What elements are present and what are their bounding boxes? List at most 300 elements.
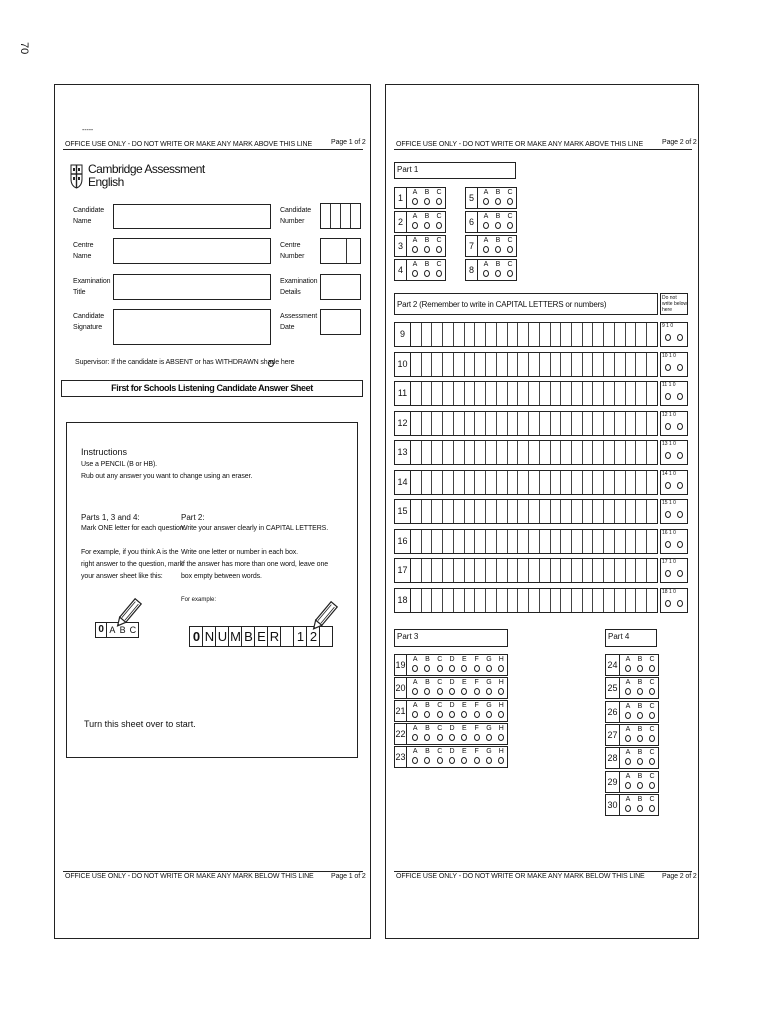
letter-box[interactable] (561, 441, 572, 464)
letter-box[interactable] (551, 353, 562, 376)
letter-box[interactable] (626, 323, 637, 346)
letter-box[interactable] (411, 412, 422, 435)
answer-bubble[interactable] (507, 198, 513, 205)
answer-bubble[interactable] (483, 222, 489, 229)
letter-box[interactable] (593, 323, 604, 346)
letter-box[interactable] (443, 589, 454, 612)
letter-box[interactable] (432, 471, 443, 494)
answer-option[interactable] (433, 189, 445, 205)
letter-box[interactable] (615, 353, 626, 376)
answer-option[interactable] (495, 748, 507, 764)
answer-option[interactable] (504, 237, 516, 253)
letter-box[interactable] (593, 353, 604, 376)
candidate-number-field[interactable] (320, 203, 361, 229)
answer-bubble[interactable] (461, 688, 467, 695)
letter-box[interactable] (551, 530, 562, 553)
letter-box[interactable] (529, 323, 540, 346)
letter-box[interactable] (540, 471, 551, 494)
letter-box[interactable] (411, 530, 422, 553)
answer-bubble[interactable] (649, 758, 655, 765)
answer-bubble[interactable] (486, 665, 492, 672)
letter-box[interactable] (626, 353, 637, 376)
answer-option[interactable] (646, 703, 658, 719)
answer-bubble[interactable] (412, 198, 418, 205)
letter-box[interactable] (497, 559, 508, 582)
letter-box[interactable] (626, 471, 637, 494)
answer-bubble[interactable] (412, 665, 418, 672)
answer-bubble[interactable] (412, 757, 418, 764)
answer-option[interactable] (433, 261, 445, 277)
letter-box[interactable] (604, 441, 615, 464)
answer-bubble[interactable] (637, 688, 643, 695)
answer-option[interactable] (480, 237, 492, 253)
letter-box[interactable] (647, 353, 657, 376)
answer-bubble[interactable] (461, 757, 467, 764)
letter-box[interactable] (593, 589, 604, 612)
letter-box[interactable] (432, 382, 443, 405)
answer-option[interactable] (471, 748, 483, 764)
answer-bubble[interactable] (486, 734, 492, 741)
letter-box[interactable] (540, 559, 551, 582)
letter-box[interactable] (647, 441, 657, 464)
answer-bubble[interactable] (637, 712, 643, 719)
letter-box[interactable] (551, 323, 562, 346)
letter-box[interactable] (443, 412, 454, 435)
letter-box[interactable] (486, 530, 497, 553)
answer-option[interactable] (483, 748, 495, 764)
answer-bubble[interactable] (474, 734, 480, 741)
letter-box[interactable] (615, 500, 626, 523)
letter-box[interactable] (561, 471, 572, 494)
letter-box[interactable] (636, 323, 647, 346)
letter-box[interactable] (572, 559, 583, 582)
answer-bubble[interactable] (483, 246, 489, 253)
letter-box[interactable] (465, 530, 476, 553)
answer-option[interactable] (458, 656, 470, 672)
letter-box[interactable] (497, 589, 508, 612)
answer-option[interactable] (646, 749, 658, 765)
letter-box[interactable] (647, 323, 657, 346)
candidate-signature-field[interactable] (113, 309, 271, 345)
answer-option[interactable] (458, 725, 470, 741)
answer-bubble[interactable] (637, 735, 643, 742)
answer-bubble[interactable] (449, 665, 455, 672)
letter-box[interactable] (432, 323, 443, 346)
answer-option[interactable] (622, 796, 634, 812)
answer-bubble[interactable] (498, 688, 504, 695)
answer-option[interactable] (483, 725, 495, 741)
letter-box[interactable] (647, 471, 657, 494)
letter-box[interactable] (475, 530, 486, 553)
letter-box[interactable] (422, 323, 433, 346)
answer-option[interactable] (421, 237, 433, 253)
letter-box[interactable] (475, 500, 486, 523)
letter-box[interactable] (561, 323, 572, 346)
letter-box[interactable] (454, 441, 465, 464)
letter-box[interactable] (411, 471, 422, 494)
answer-bubble[interactable] (412, 270, 418, 277)
letter-box[interactable] (636, 500, 647, 523)
letter-box[interactable] (443, 441, 454, 464)
answer-bubble[interactable] (436, 270, 442, 277)
answer-bubble[interactable] (495, 270, 501, 277)
letter-box[interactable] (615, 559, 626, 582)
letter-box[interactable] (615, 323, 626, 346)
answer-option[interactable] (471, 656, 483, 672)
letter-box[interactable] (432, 412, 443, 435)
answer-option[interactable] (634, 726, 646, 742)
answer-option[interactable] (434, 679, 446, 695)
answer-option[interactable] (434, 656, 446, 672)
answer-bubble[interactable] (424, 711, 430, 718)
answer-bubble[interactable] (649, 688, 655, 695)
answer-option[interactable] (646, 773, 658, 789)
answer-bubble[interactable] (424, 688, 430, 695)
answer-option[interactable] (409, 213, 421, 229)
letter-box[interactable] (486, 382, 497, 405)
letter-box[interactable] (540, 441, 551, 464)
answer-bubble[interactable] (436, 222, 442, 229)
answer-bubble[interactable] (649, 665, 655, 672)
letter-box[interactable] (636, 441, 647, 464)
letter-box[interactable] (475, 382, 486, 405)
letter-box[interactable] (551, 412, 562, 435)
letter-box[interactable] (647, 500, 657, 523)
letter-box[interactable] (465, 382, 476, 405)
letter-box[interactable] (411, 323, 422, 346)
answer-bubble[interactable] (437, 711, 443, 718)
answer-bubble[interactable] (625, 735, 631, 742)
letter-box[interactable] (432, 559, 443, 582)
answer-bubble[interactable] (412, 688, 418, 695)
letter-box[interactable] (465, 471, 476, 494)
letter-box[interactable] (647, 559, 657, 582)
letter-box[interactable] (615, 530, 626, 553)
answer-option[interactable] (471, 679, 483, 695)
letter-box[interactable] (529, 559, 540, 582)
answer-option[interactable] (634, 703, 646, 719)
letter-box[interactable] (604, 323, 615, 346)
letter-box[interactable] (529, 353, 540, 376)
letter-box[interactable] (465, 323, 476, 346)
answer-option[interactable] (504, 261, 516, 277)
answer-option[interactable] (504, 189, 516, 205)
answer-bubble[interactable] (637, 758, 643, 765)
letter-box[interactable] (647, 412, 657, 435)
answer-bubble[interactable] (637, 665, 643, 672)
letter-box[interactable] (626, 500, 637, 523)
letter-box[interactable] (508, 559, 519, 582)
letter-box[interactable] (561, 589, 572, 612)
answer-option[interactable] (622, 773, 634, 789)
letter-box[interactable] (475, 559, 486, 582)
letter-box[interactable] (636, 471, 647, 494)
answer-bubble[interactable] (449, 734, 455, 741)
letter-box[interactable] (529, 589, 540, 612)
answer-bubble[interactable] (449, 688, 455, 695)
answer-option[interactable] (471, 725, 483, 741)
letter-box[interactable] (411, 382, 422, 405)
letter-box[interactable] (486, 323, 497, 346)
letter-box[interactable] (497, 382, 508, 405)
answer-bubble[interactable] (412, 734, 418, 741)
answer-option[interactable] (622, 726, 634, 742)
letter-box[interactable] (443, 471, 454, 494)
letter-box[interactable] (593, 559, 604, 582)
letter-box[interactable] (508, 382, 519, 405)
letter-box[interactable] (636, 412, 647, 435)
letter-box[interactable] (518, 500, 529, 523)
answer-option[interactable] (622, 749, 634, 765)
letter-box[interactable] (465, 353, 476, 376)
letter-box[interactable] (454, 530, 465, 553)
centre-number-field[interactable] (320, 238, 361, 264)
letter-box[interactable] (518, 353, 529, 376)
answer-option[interactable] (421, 702, 433, 718)
letter-box[interactable] (551, 471, 562, 494)
letter-box[interactable] (572, 353, 583, 376)
answer-option[interactable] (495, 702, 507, 718)
letter-box[interactable] (583, 559, 594, 582)
answer-bubble[interactable] (474, 688, 480, 695)
answer-bubble[interactable] (449, 711, 455, 718)
letter-box[interactable] (626, 589, 637, 612)
letter-box[interactable] (508, 412, 519, 435)
letter-box[interactable] (583, 441, 594, 464)
answer-bubble[interactable] (412, 246, 418, 253)
letter-box[interactable] (583, 530, 594, 553)
letter-box[interactable] (475, 471, 486, 494)
letter-box[interactable] (432, 589, 443, 612)
letter-box[interactable] (465, 412, 476, 435)
letter-box[interactable] (475, 441, 486, 464)
letter-box[interactable] (454, 353, 465, 376)
answer-bubble[interactable] (649, 712, 655, 719)
answer-bubble[interactable] (436, 198, 442, 205)
letter-box[interactable] (443, 382, 454, 405)
letter-box[interactable] (572, 500, 583, 523)
answer-option[interactable] (458, 748, 470, 764)
letter-box[interactable] (604, 530, 615, 553)
letter-box[interactable] (443, 559, 454, 582)
letter-box[interactable] (432, 441, 443, 464)
letter-box[interactable] (615, 589, 626, 612)
answer-option[interactable] (480, 189, 492, 205)
answer-option[interactable] (458, 679, 470, 695)
answer-option[interactable] (622, 703, 634, 719)
letter-box[interactable] (465, 441, 476, 464)
letter-box[interactable] (604, 412, 615, 435)
letter-box[interactable] (529, 530, 540, 553)
letter-box[interactable] (518, 589, 529, 612)
letter-box[interactable] (422, 441, 433, 464)
answer-option[interactable] (634, 773, 646, 789)
answer-option[interactable] (409, 237, 421, 253)
letter-box[interactable] (583, 412, 594, 435)
letter-box[interactable] (540, 412, 551, 435)
letter-box[interactable] (497, 441, 508, 464)
letter-box[interactable] (583, 353, 594, 376)
letter-box[interactable] (432, 353, 443, 376)
answer-option[interactable] (492, 237, 504, 253)
answer-bubble[interactable] (412, 222, 418, 229)
letter-box[interactable] (572, 412, 583, 435)
answer-option[interactable] (446, 679, 458, 695)
letter-box[interactable] (475, 589, 486, 612)
letter-box[interactable] (593, 500, 604, 523)
letter-box[interactable] (497, 471, 508, 494)
answer-bubble[interactable] (474, 757, 480, 764)
answer-option[interactable] (409, 679, 421, 695)
letter-box[interactable] (422, 353, 433, 376)
letter-box[interactable] (422, 589, 433, 612)
letter-box[interactable] (636, 559, 647, 582)
letter-box[interactable] (486, 559, 497, 582)
letter-box[interactable] (540, 353, 551, 376)
letter-box[interactable] (411, 441, 422, 464)
answer-option[interactable] (634, 749, 646, 765)
letter-box[interactable] (529, 500, 540, 523)
answer-bubble[interactable] (625, 665, 631, 672)
letter-box[interactable] (626, 412, 637, 435)
absent-bubble[interactable] (268, 360, 274, 367)
letter-box[interactable] (583, 471, 594, 494)
letter-box[interactable] (583, 323, 594, 346)
answer-bubble[interactable] (498, 734, 504, 741)
letter-box[interactable] (518, 530, 529, 553)
letter-box[interactable] (636, 382, 647, 405)
letter-box[interactable] (647, 530, 657, 553)
letter-box[interactable] (572, 589, 583, 612)
letter-box[interactable] (454, 559, 465, 582)
letter-box[interactable] (561, 500, 572, 523)
letter-box[interactable] (593, 471, 604, 494)
answer-bubble[interactable] (649, 735, 655, 742)
answer-option[interactable] (446, 656, 458, 672)
letter-box[interactable] (454, 589, 465, 612)
letter-box[interactable] (411, 559, 422, 582)
answer-bubble[interactable] (483, 270, 489, 277)
letter-box[interactable] (529, 412, 540, 435)
letter-box[interactable] (454, 323, 465, 346)
letter-box[interactable] (561, 559, 572, 582)
letter-box[interactable] (443, 530, 454, 553)
letter-box[interactable] (572, 323, 583, 346)
answer-bubble[interactable] (424, 734, 430, 741)
examination-details-field[interactable] (320, 274, 361, 300)
letter-box[interactable] (518, 471, 529, 494)
letter-box[interactable] (551, 589, 562, 612)
answer-bubble[interactable] (437, 688, 443, 695)
answer-option[interactable] (646, 679, 658, 695)
letter-box[interactable] (529, 471, 540, 494)
letter-box[interactable] (551, 441, 562, 464)
letter-box[interactable] (572, 471, 583, 494)
answer-bubble[interactable] (486, 757, 492, 764)
answer-option[interactable] (622, 656, 634, 672)
letter-box[interactable] (497, 353, 508, 376)
answer-option[interactable] (421, 725, 433, 741)
letter-box[interactable] (411, 500, 422, 523)
answer-bubble[interactable] (486, 711, 492, 718)
letter-box[interactable] (583, 382, 594, 405)
letter-box[interactable] (411, 353, 422, 376)
answer-bubble[interactable] (507, 222, 513, 229)
letter-box[interactable] (636, 353, 647, 376)
letter-box[interactable] (497, 500, 508, 523)
letter-box[interactable] (583, 500, 594, 523)
answer-option[interactable] (434, 725, 446, 741)
answer-option[interactable] (433, 237, 445, 253)
answer-bubble[interactable] (637, 782, 643, 789)
answer-option[interactable] (409, 725, 421, 741)
letter-box[interactable] (626, 559, 637, 582)
letter-box[interactable] (422, 530, 433, 553)
letter-box[interactable] (561, 353, 572, 376)
letter-box[interactable] (497, 412, 508, 435)
answer-bubble[interactable] (424, 757, 430, 764)
answer-bubble[interactable] (436, 246, 442, 253)
answer-bubble[interactable] (649, 805, 655, 812)
letter-box[interactable] (443, 353, 454, 376)
answer-bubble[interactable] (625, 782, 631, 789)
candidate-name-field[interactable] (113, 204, 271, 229)
answer-option[interactable] (646, 656, 658, 672)
answer-bubble[interactable] (424, 270, 430, 277)
letter-box[interactable] (422, 559, 433, 582)
answer-option[interactable] (495, 725, 507, 741)
letter-box[interactable] (615, 382, 626, 405)
answer-option[interactable] (409, 748, 421, 764)
letter-box[interactable] (626, 382, 637, 405)
answer-option[interactable] (434, 748, 446, 764)
letter-box[interactable] (475, 353, 486, 376)
letter-box[interactable] (518, 441, 529, 464)
letter-box[interactable] (604, 500, 615, 523)
letter-box[interactable] (626, 441, 637, 464)
centre-name-field[interactable] (113, 238, 271, 264)
answer-option[interactable] (646, 796, 658, 812)
letter-box[interactable] (583, 589, 594, 612)
answer-bubble[interactable] (495, 246, 501, 253)
letter-box[interactable] (422, 382, 433, 405)
answer-bubble[interactable] (449, 757, 455, 764)
answer-bubble[interactable] (625, 805, 631, 812)
letter-box[interactable] (615, 471, 626, 494)
letter-box[interactable] (486, 500, 497, 523)
letter-box[interactable] (508, 441, 519, 464)
answer-option[interactable] (495, 679, 507, 695)
letter-box[interactable] (508, 323, 519, 346)
letter-box[interactable] (508, 471, 519, 494)
letter-box[interactable] (540, 530, 551, 553)
answer-bubble[interactable] (424, 198, 430, 205)
letter-box[interactable] (647, 382, 657, 405)
answer-option[interactable] (471, 702, 483, 718)
letter-box[interactable] (593, 441, 604, 464)
answer-bubble[interactable] (637, 805, 643, 812)
answer-bubble[interactable] (495, 198, 501, 205)
letter-box[interactable] (508, 589, 519, 612)
answer-bubble[interactable] (437, 757, 443, 764)
answer-option[interactable] (634, 679, 646, 695)
answer-option[interactable] (409, 656, 421, 672)
answer-bubble[interactable] (498, 711, 504, 718)
letter-box[interactable] (497, 530, 508, 553)
letter-box[interactable] (443, 323, 454, 346)
letter-box[interactable] (518, 382, 529, 405)
answer-option[interactable] (433, 213, 445, 229)
